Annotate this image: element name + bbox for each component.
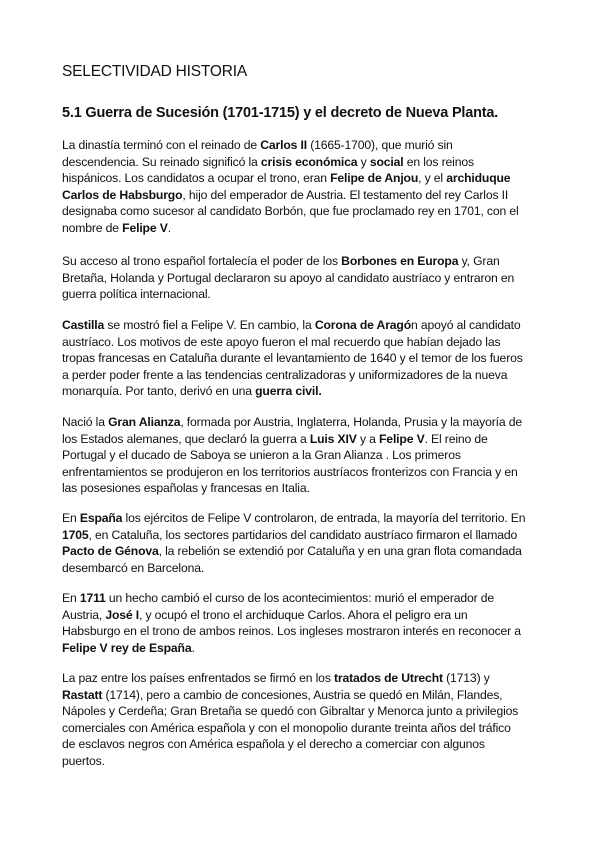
text-line (62, 670, 542, 687)
text-run: monarquía. Por tanto, derivó en una (62, 384, 256, 399)
bold-text: Felipe V (122, 220, 168, 235)
text-run: a perder poder frente a las tendencias centralizadoras y uniformizadores de la nueva (62, 367, 508, 382)
paragraph-7 (62, 670, 542, 770)
text-run: en los reinos (403, 154, 474, 169)
bold-text: crisis económica (260, 154, 358, 169)
text-run: (1714), pero a cambio de concesiones, Austria se quedó en Milán, Flandes, (102, 687, 503, 702)
text-line (62, 170, 542, 187)
text-line (62, 543, 542, 560)
text-line (62, 447, 542, 464)
text-line (62, 720, 542, 737)
text-run: Nació la (62, 415, 109, 429)
text-line (62, 154, 542, 171)
text-run: un hecho cambió el curso de los acontecimientos: murió el emperador de (105, 591, 495, 605)
bold-text: Felipe V (379, 431, 425, 446)
paragraph-2 (62, 253, 542, 303)
bold-text: Carlos II (260, 138, 307, 152)
paragraph-5 (62, 510, 542, 576)
bold-text: Luis XIV (309, 431, 357, 446)
text-run: y, Gran (458, 254, 500, 268)
bold-text: 1705 (62, 527, 89, 542)
text-run: En (62, 591, 80, 605)
section-title: 5.1 Guerra de Sucesión (1701-1715) y el decreto de Nueva Planta. (62, 105, 499, 121)
text-run: n apoyó al candidato (411, 318, 521, 332)
text-line (62, 703, 542, 720)
bold-text: Pacto de Génova (62, 544, 159, 559)
text-run: puertos. (62, 753, 105, 768)
bold-text: social (369, 154, 404, 169)
bold-text: archiduque (446, 171, 511, 186)
paragraph-3 (62, 317, 542, 400)
text-run: desembarcó en Barcelona. (62, 560, 205, 575)
bold-text: 1711 (79, 591, 106, 605)
text-line (62, 286, 542, 303)
text-line (62, 367, 542, 384)
text-line (62, 480, 542, 497)
text-run: de esclavos negros con América española y el derecho a comerciar con algunos (62, 737, 485, 752)
text-line (62, 334, 542, 351)
text-run: En (62, 511, 80, 525)
text-run: . El reino de (424, 431, 488, 446)
text-run: descendencia. Su reinado significó la (62, 154, 261, 169)
text-run: y a (356, 431, 380, 446)
text-run: Portugal y el ducado de Saboya se unieron a la Gran Alianza . Los primeros (62, 448, 461, 463)
text-run: , y el (418, 171, 447, 186)
text-run: , hijo del emperador de Austria. El testamento del rey Carlos II (182, 187, 509, 202)
text-run: Nápoles y Cerdeña; Gran Bretaña se quedó con Gibraltar y Menorca junto a privilegios (62, 704, 519, 719)
bold-text: Carlos de Habsburgo (62, 187, 183, 202)
text-line (62, 510, 542, 527)
bold-text: tratados de Utrecht (334, 671, 443, 685)
bold-text: guerra civil. (255, 384, 322, 399)
text-run: , la rebelión se extendió por Cataluña y en una gran flota comandada (158, 544, 522, 559)
text-line (62, 253, 542, 270)
text-line (62, 527, 542, 544)
text-run: , en Cataluña, los sectores partidarios del candidato austríaco firmaron el llamado (88, 527, 518, 542)
text-run: enfrentamientos se produjeron en los territorios austríacos fronterizos con Francia y en (62, 464, 518, 479)
bold-text: Borbones en Europa (341, 254, 459, 268)
text-run: Bretaña, Holanda y Portugal declararon su apoyo al candidato austríaco y entraron en (62, 270, 515, 285)
bold-text: Castilla (62, 318, 105, 332)
text-line (62, 350, 542, 367)
text-line (62, 270, 542, 287)
text-run: Su acceso al trono español fortalecía el poder de los (62, 254, 342, 268)
text-run: , y ocupó el trono el archiduque Carlos. Ahora el peligro era un (139, 607, 468, 622)
bold-text: Corona de Aragó (314, 318, 412, 332)
text-run: (1713) y (442, 671, 490, 685)
text-line (62, 736, 542, 753)
text-run: La dinastía terminó con el reinado de (62, 138, 261, 152)
text-run: . (167, 220, 171, 235)
text-run: comerciales con América española y con el monopolio durante treinta años del tráfico (62, 720, 511, 735)
text-line (62, 220, 542, 237)
text-run: , formada por Austria, Inglaterra, Holanda, Prusia y la mayoría de (180, 415, 523, 429)
text-line (62, 464, 542, 481)
text-line (62, 623, 542, 640)
text-run: Austria, (62, 607, 106, 622)
bold-text: España (79, 511, 123, 525)
text-run: La paz entre los países enfrentados se firmó en los (62, 671, 334, 685)
text-run: los ejércitos de Felipe V controlaron, de entrada, la mayoría del territorio. En (122, 511, 526, 525)
paragraph-4 (62, 414, 542, 497)
text-line (62, 640, 542, 657)
bold-text: José I (105, 607, 140, 622)
text-line (62, 687, 542, 704)
text-run: (1665-1700), que murió sin (306, 138, 453, 152)
bold-text: Rastatt (62, 687, 103, 702)
text-run: los Estados alemanes, que declaró la guerra a (62, 431, 310, 446)
text-line (62, 203, 542, 220)
text-line (62, 590, 542, 607)
text-line (62, 414, 542, 431)
document-title: SELECTIVIDAD HISTORIA (62, 63, 248, 80)
text-run: Habsburgo en el trono de ambos reinos. Los ingleses mostraron interés en reconocer a (62, 624, 521, 639)
text-run: nombre de (62, 220, 123, 235)
text-run: las posesiones españolas y francesas en Italia. (62, 481, 310, 496)
paragraph-6 (62, 590, 542, 656)
bold-text: Felipe de Anjou (330, 171, 419, 186)
text-line (62, 431, 542, 448)
text-run: y (357, 154, 370, 169)
text-line (62, 137, 542, 154)
text-run: austríaco. Los motivos de este apoyo fueron el mal recuerdo que habían dejado las (62, 334, 501, 349)
text-line (62, 607, 542, 624)
text-line (62, 753, 542, 770)
text-run: tropas francesas en Cataluña durante el levantamiento de 1640 y el temor de los fueros (62, 351, 523, 366)
bold-text: Felipe V rey de España (62, 640, 192, 655)
text-run: designaba como sucesor al candidato Borbón, que fue proclamado rey en 1701, con el (62, 204, 519, 219)
text-line (62, 383, 542, 400)
text-line (62, 187, 542, 204)
paragraph-1 (62, 137, 542, 237)
text-line (62, 317, 542, 334)
text-line (62, 560, 542, 577)
text-run: hispánicos. Los candidatos a ocupar el trono, eran (62, 171, 331, 186)
bold-text: Gran Alianza (108, 415, 181, 429)
text-run: . (191, 640, 195, 655)
text-run: guerra política internacional. (62, 287, 211, 302)
text-run: se mostró fiel a Felipe V. En cambio, la (104, 318, 315, 332)
